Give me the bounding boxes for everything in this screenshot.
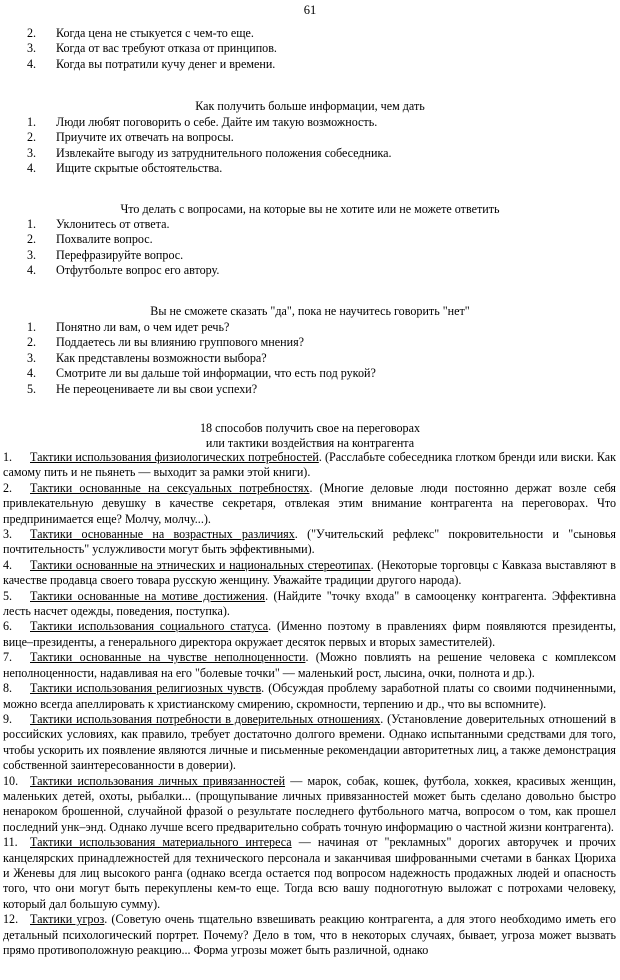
questions-list bbox=[0, 217, 620, 279]
tactic-item: 12. Тактики угроз. (Советую очень тщательно взвешивать реакцию контрагента, а для этого необходимо иметь его детальный психологический портрет. Почему? Дело в том, что в некоторых случаях, бывает, угроза может вызвать прямо противоположную реакцию... Форма угрозы может быть различной, однако bbox=[3, 912, 616, 957]
list-item: 2. Когда цена не стыкуется с чем-то еще. bbox=[27, 26, 254, 40]
page-number: 61 bbox=[303, 3, 317, 17]
section-heading-tactics: 18 способов получить свое на переговорах bbox=[199, 421, 420, 435]
say-no-list bbox=[0, 320, 620, 397]
list-item: 1. Уклонитесь от ответа. bbox=[27, 217, 170, 231]
tactics-list bbox=[3, 450, 616, 958]
list-item: 1. Люди любят поговорить о себе. Дайте им такую возможность. bbox=[27, 115, 378, 129]
tactic-item: 11. Тактики использования материального интереса — начиная от "рекламных" дорогих авторучек и прочих канцелярских принадлежностей для технического персонала и заканчивая шифрованными счетами в банках Цюриха и Женевы для лиц высокого ранга (однако всегда остается под вопросом надежность продажных людей и опасность того, что они могут быть перекуплены кем-то еще. Тогда всю вашу подноготную выложат с потрохами человеку, который дал большую сумму). bbox=[3, 835, 616, 911]
list-item: 3. Когда от вас требуют отказа от принципов. bbox=[27, 41, 277, 56]
tactic-item: 2. Тактики основанные на сексуальных потребностях. (Многие деловые люди постоянно держат возле себя привлекательную девушку в качестве секретаря, отвлекая этим внимание контрагента на переговорах. Что предпринимается еще? Молчу, молчу...). bbox=[3, 480, 616, 526]
list-item: 3. Перефразируйте вопрос. bbox=[27, 247, 184, 262]
list-item: 2. Приучите их отвечать на вопросы. bbox=[27, 130, 234, 145]
list-item: 4. Ищите скрытые обстоятельства. bbox=[27, 161, 223, 176]
info-list bbox=[0, 115, 620, 177]
tactic-item: 3. Тактики основанные на возрастных различиях. ("Учительский рефлекс" покровительности и "сыновья почтительность" услужливости могут быть эффективными). bbox=[3, 527, 616, 557]
list-item: 4. Смотрите ли вы дальше той информации, что есть под рукой? bbox=[27, 366, 376, 381]
tactic-item: 7. Тактики основанные на чувстве неполноценности. (Можно повлиять на решение человека с комплексом неполноценности, надавливая на его "болевые точки" — маленький рост, лысина, очки, полнота и др.). bbox=[3, 650, 616, 680]
list-item: 3. Как представлены возможности выбора? bbox=[27, 350, 267, 365]
tactic-item: 5. Тактики основанные на мотиве достижения. (Найдите "точку входа" в самооценку контрагента. Эффективна лесть насчет одежды, поведения, поступка). bbox=[3, 588, 616, 619]
section-heading-questions: Что делать с вопросами, на которые вы не хотите или не можете ответить bbox=[120, 202, 500, 216]
tactic-item: 10. Тактики использования личных привязанностей — марок, собак, кошек, футбола, хоккея, красивых женщин, маленьких детей, охоты, рыбалки... (прощупывание личных привязанностей может быть сделано довольно быстро ненароком брошенной, случайной фразой о результате последнего футбольного матча, вопросом о том, как прошел последний унк–энд. Однако лучше всего предварительно собрать точную информацию о частной жизни контрагента). bbox=[3, 773, 616, 834]
tactic-item: 4. Тактики основанные на этнических и национальных стереотипах. (Некоторые торговцы с Кавказа выставляют в качестве продавца своего товара русскую женщину. Уважайте традиции другого народа). bbox=[3, 557, 616, 588]
list-item: 2. Похвалите вопрос. bbox=[27, 232, 153, 247]
list-item: 5. Не переоцениваете ли вы свои успехи? bbox=[27, 381, 258, 396]
section-heading-info: Как получить больше информации, чем дать bbox=[195, 99, 425, 113]
tactic-item: 9. Тактики использования потребности в доверительных отношениях. (Установление доверительных отношений в российских условиях, как правило, требует достаточно долгого времени. Однако испытанными средствами для того, чтобы ускорить их появление являются личные и письменные рекомендации авторитетных лиц, а также демонстрация собственной заинтересованности в доверии). bbox=[3, 711, 616, 773]
list-item: 2. Поддаетесь ли вы влиянию группового мнения? bbox=[27, 335, 305, 350]
tactic-item: 6. Тактики использования социального статуса. (Именно поэтому в правлениях фирм появляются президенты, вице–президенты, а генерального директора окружает десяток первых и вторых заместителей). bbox=[3, 619, 616, 649]
section-subheading-tactics: или тактики воздействия на контрагента bbox=[205, 436, 415, 450]
intro-list bbox=[0, 26, 620, 72]
list-item: 4. Отфутбольте вопрос его автору. bbox=[27, 263, 220, 278]
list-item: 1. Понятно ли вам, о чем идет речь? bbox=[27, 320, 230, 334]
list-item: 3. Извлекайте выгоду из затруднительного положения собеседника. bbox=[27, 145, 392, 160]
list-item: 4. Когда вы потратили кучу денег и времени. bbox=[27, 56, 276, 71]
tactic-item: 8. Тактики использования религиозных чувств. (Обсуждая проблему заработной платы со своими подчиненными, можно всегда апеллировать к христианскому смирению, скромности, терпению и др., что вы вспомните). bbox=[3, 681, 617, 711]
section-heading-say-no: Вы не сможете сказать "да", пока не научитесь говорить "нет" bbox=[150, 304, 470, 318]
tactic-item: 1. Тактики использования физиологических потребностей. (Расслабьте собеседника глотком бренди или виски. Как самому пить и не пьянеть — выходит за рамки этой книги). bbox=[3, 450, 616, 480]
